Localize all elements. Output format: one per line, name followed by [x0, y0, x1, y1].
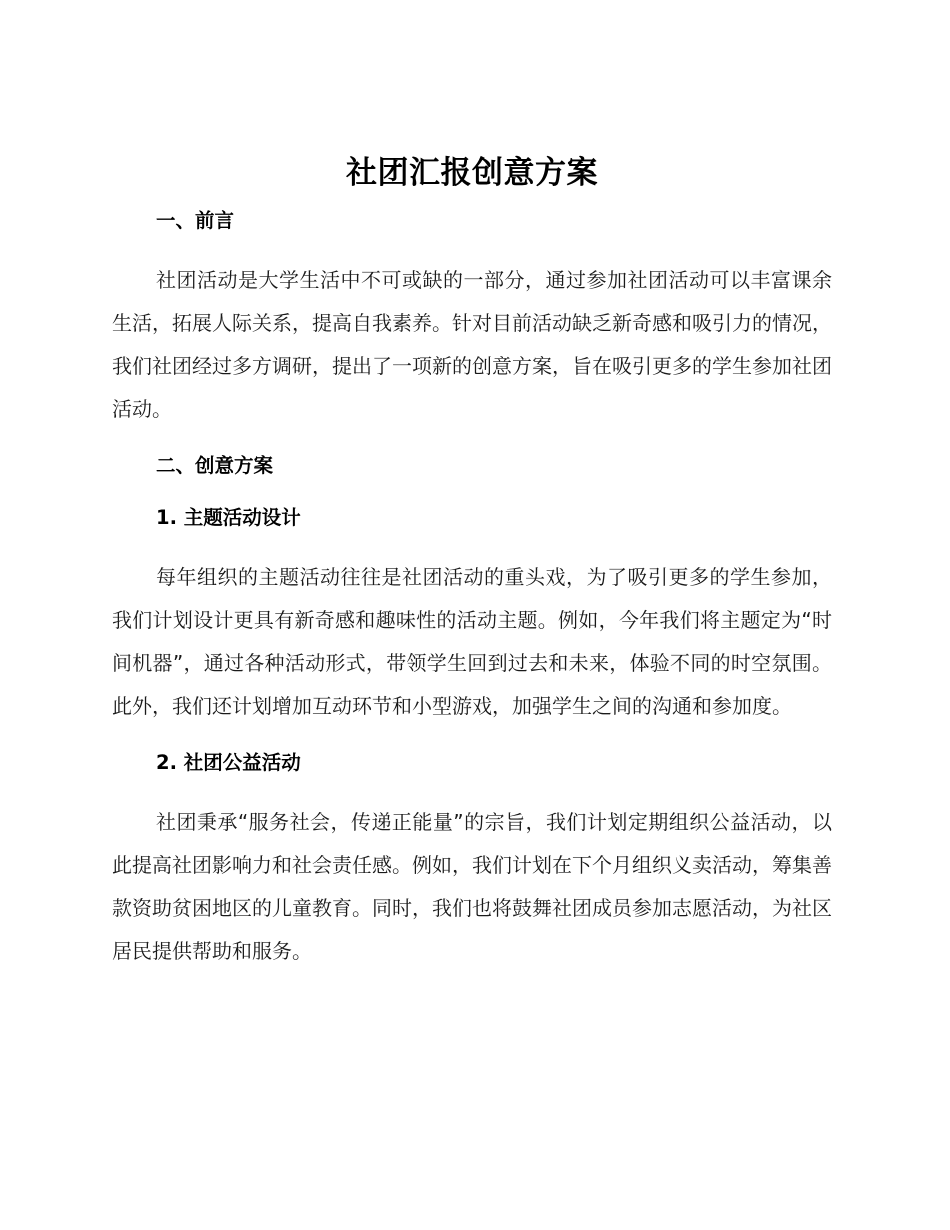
document-title: 社团汇报创意方案 [346, 155, 598, 191]
paragraph-preface: 社团活动是大学生活中不可或缺的一部分，通过参加社团活动可以丰富课余生活，拓展人际关系，提高自我素养。针对目前活动缺乏新奇感和吸引力的情况，我们社团经过多方调研，提出了一项新的创意方案，旨在吸引更多的学生参加社团活动。 [112, 268, 832, 421]
section-heading-creative-plan: 二、创意方案 [156, 454, 274, 477]
paragraph-theme-activity: 每年组织的主题活动往往是社团活动的重头戏，为了吸引更多的学生参加，我们计划设计更具有新奇感和趣味性的活动主题。例如，今年我们将主题定为“时间机器”，通过各种活动形式，带领学生回到过去和未来，体验不同的时空氛围。此外，我们还计划增加互动环节和小型游戏，加强学生之间的沟通和参加度。 [112, 565, 832, 718]
document-body [112, 150, 832, 973]
section-heading-preface: 一、前言 [156, 209, 235, 232]
subsection-heading-charity-activity: 2. 社团公益活动 [156, 751, 301, 774]
paragraph-charity-activity: 社团秉承“服务社会，传递正能量”的宗旨，我们计划定期组织公益活动，以此提高社团影响力和社会责任感。例如，我们计划在下个月组织义卖活动，筹集善款资助贫困地区的儿童教育。同时，我们也将鼓舞社团成员参加志愿活动，为社区居民提供帮助和服务。 [112, 810, 832, 963]
subsection-heading-theme-activity: 1. 主题活动设计 [156, 506, 301, 529]
